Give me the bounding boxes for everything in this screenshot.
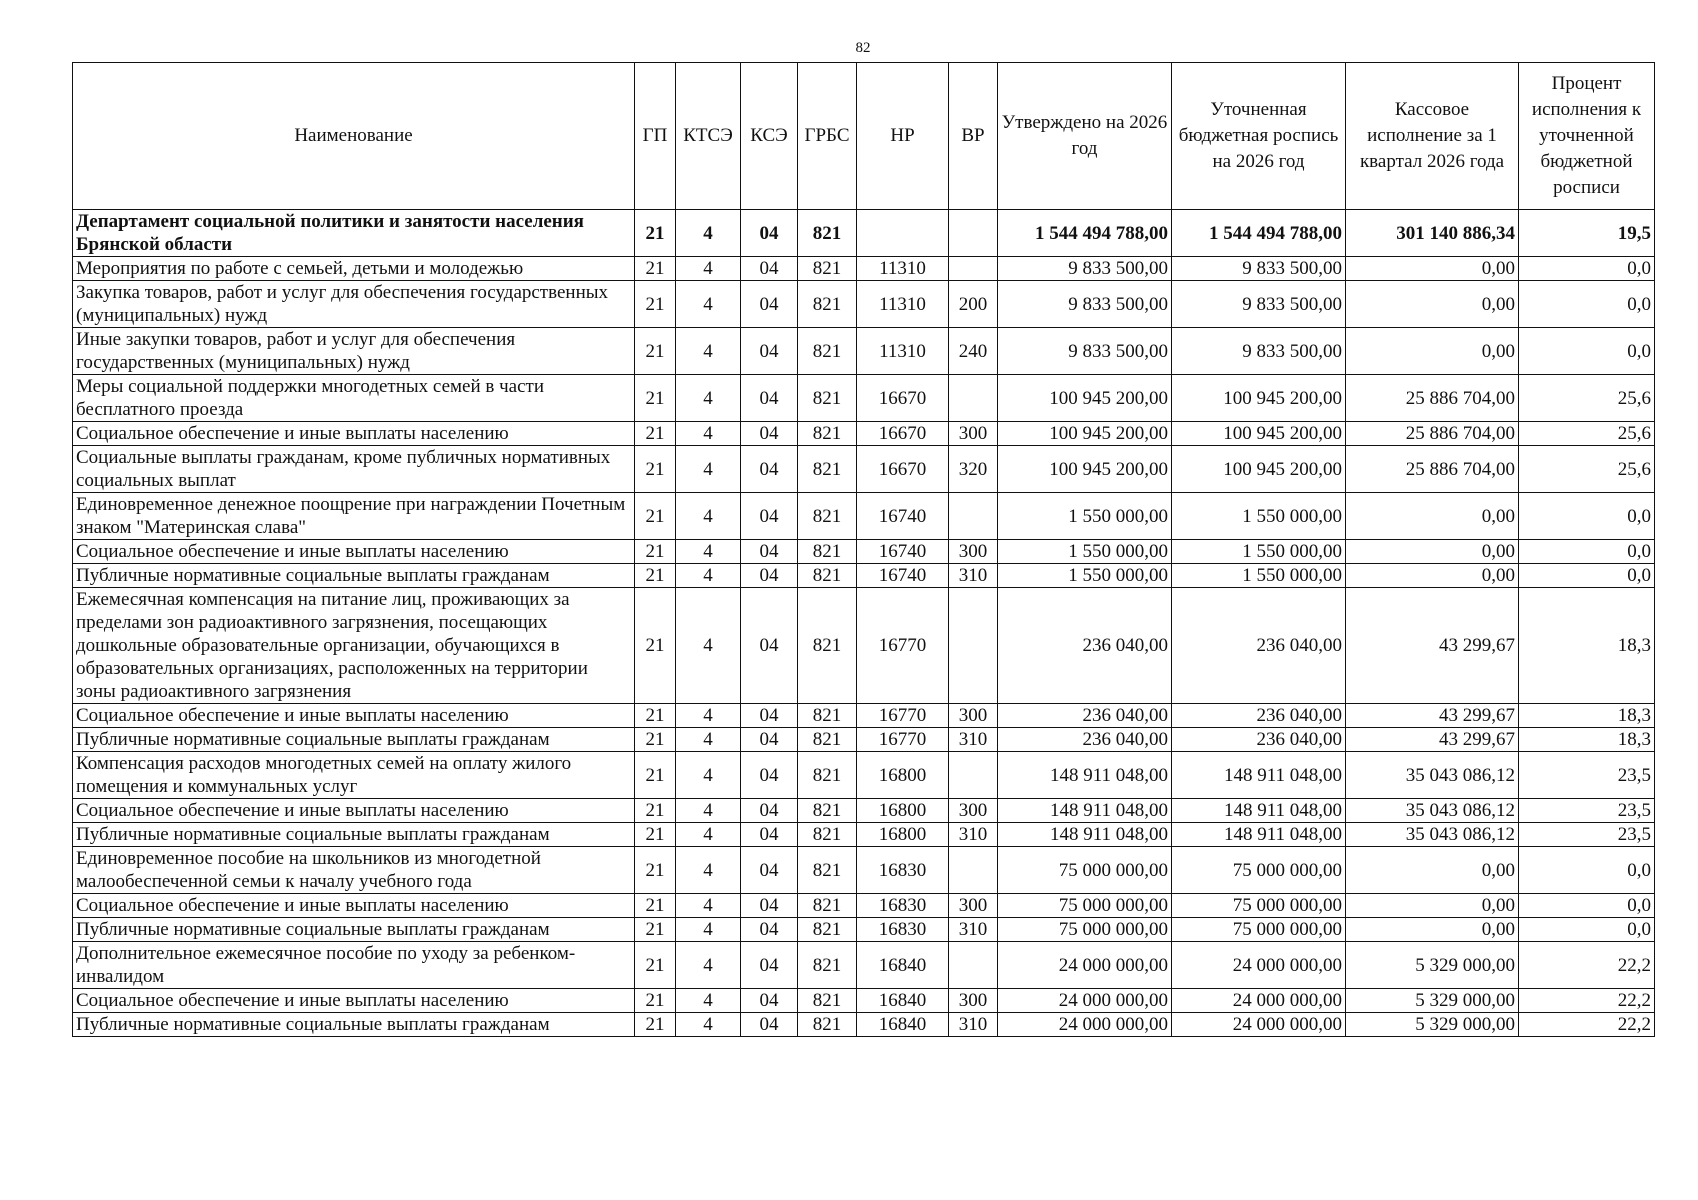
cell-nr: 16840 [857, 989, 949, 1013]
cell-cash: 0,00 [1346, 564, 1519, 588]
cell-gp: 21 [635, 942, 676, 989]
cell-grbs: 821 [798, 328, 857, 375]
cell-refined: 100 945 200,00 [1172, 375, 1346, 422]
table-row [73, 281, 1655, 328]
cell-vr [949, 210, 998, 257]
header-cash: Кассовое исполнение за 1 квартал 2026 года [1346, 63, 1519, 210]
budget-table [72, 62, 1655, 1037]
cell-grbs: 821 [798, 823, 857, 847]
cell-approved: 1 550 000,00 [998, 564, 1172, 588]
cell-gp: 21 [635, 540, 676, 564]
cell-nr: 16840 [857, 1013, 949, 1037]
cell-approved: 24 000 000,00 [998, 989, 1172, 1013]
cell-cash: 0,00 [1346, 540, 1519, 564]
cell-nr: 16770 [857, 588, 949, 704]
cell-kse: 04 [741, 422, 798, 446]
cell-refined: 75 000 000,00 [1172, 918, 1346, 942]
table-row [73, 257, 1655, 281]
cell-kse: 04 [741, 704, 798, 728]
cell-gp: 21 [635, 728, 676, 752]
cell-name: Меры социальной поддержки многодетных семей в части бесплатного проезда [73, 375, 635, 422]
cell-gp: 21 [635, 564, 676, 588]
cell-cash: 0,00 [1346, 894, 1519, 918]
cell-refined: 9 833 500,00 [1172, 328, 1346, 375]
cell-name: Единовременное денежное поощрение при награждении Почетным знаком "Материнская слава" [73, 493, 635, 540]
cell-cash: 43 299,67 [1346, 704, 1519, 728]
header-nr: НР [857, 63, 949, 210]
table-row [73, 422, 1655, 446]
cell-cash: 25 886 704,00 [1346, 446, 1519, 493]
cell-gp: 21 [635, 847, 676, 894]
cell-nr: 16740 [857, 564, 949, 588]
cell-vr: 310 [949, 823, 998, 847]
cell-vr [949, 493, 998, 540]
cell-gp: 21 [635, 493, 676, 540]
cell-refined: 24 000 000,00 [1172, 989, 1346, 1013]
cell-approved: 1 550 000,00 [998, 493, 1172, 540]
header-name: Наименование [73, 63, 635, 210]
header-refined: Уточненная бюджетная роспись на 2026 год [1172, 63, 1346, 210]
cell-kse: 04 [741, 942, 798, 989]
cell-grbs: 821 [798, 446, 857, 493]
cell-cash: 43 299,67 [1346, 588, 1519, 704]
cell-cash: 35 043 086,12 [1346, 752, 1519, 799]
cell-kse: 04 [741, 918, 798, 942]
cell-kse: 04 [741, 375, 798, 422]
cell-vr: 310 [949, 918, 998, 942]
cell-refined: 1 550 000,00 [1172, 493, 1346, 540]
cell-name: Социальные выплаты гражданам, кроме публичных нормативных социальных выплат [73, 446, 635, 493]
table-row [73, 210, 1655, 257]
cell-cash: 301 140 886,34 [1346, 210, 1519, 257]
table-row [73, 942, 1655, 989]
cell-approved: 100 945 200,00 [998, 375, 1172, 422]
header-row [73, 63, 1655, 210]
cell-approved: 100 945 200,00 [998, 422, 1172, 446]
header-approved: Утверждено на 2026 год [998, 63, 1172, 210]
cell-vr: 300 [949, 894, 998, 918]
header-kse: КСЭ [741, 63, 798, 210]
cell-name: Департамент социальной политики и занятости населения Брянской области [73, 210, 635, 257]
cell-gp: 21 [635, 1013, 676, 1037]
cell-kse: 04 [741, 847, 798, 894]
cell-percent: 22,2 [1519, 942, 1655, 989]
cell-kse: 04 [741, 989, 798, 1013]
cell-name: Социальное обеспечение и иные выплаты населению [73, 799, 635, 823]
cell-nr: 11310 [857, 257, 949, 281]
cell-grbs: 821 [798, 942, 857, 989]
cell-kse: 04 [741, 564, 798, 588]
cell-grbs: 821 [798, 588, 857, 704]
cell-grbs: 821 [798, 564, 857, 588]
cell-grbs: 821 [798, 989, 857, 1013]
cell-grbs: 821 [798, 257, 857, 281]
cell-ktse: 4 [676, 446, 741, 493]
cell-gp: 21 [635, 799, 676, 823]
cell-ktse: 4 [676, 375, 741, 422]
table-row [73, 564, 1655, 588]
cell-kse: 04 [741, 493, 798, 540]
cell-approved: 75 000 000,00 [998, 918, 1172, 942]
cell-name: Закупка товаров, работ и услуг для обеспечения государственных (муниципальных) нужд [73, 281, 635, 328]
cell-grbs: 821 [798, 493, 857, 540]
cell-percent: 22,2 [1519, 1013, 1655, 1037]
cell-vr [949, 375, 998, 422]
cell-vr: 300 [949, 799, 998, 823]
cell-approved: 236 040,00 [998, 588, 1172, 704]
cell-approved: 75 000 000,00 [998, 847, 1172, 894]
cell-ktse: 4 [676, 540, 741, 564]
cell-vr: 310 [949, 564, 998, 588]
cell-vr: 300 [949, 540, 998, 564]
cell-approved: 9 833 500,00 [998, 281, 1172, 328]
cell-gp: 21 [635, 823, 676, 847]
cell-percent: 0,0 [1519, 540, 1655, 564]
cell-vr [949, 752, 998, 799]
cell-name: Публичные нормативные социальные выплаты гражданам [73, 1013, 635, 1037]
cell-nr: 16800 [857, 823, 949, 847]
cell-refined: 1 550 000,00 [1172, 564, 1346, 588]
cell-kse: 04 [741, 728, 798, 752]
table-row [73, 823, 1655, 847]
cell-grbs: 821 [798, 704, 857, 728]
cell-vr: 240 [949, 328, 998, 375]
cell-percent: 23,5 [1519, 799, 1655, 823]
cell-ktse: 4 [676, 918, 741, 942]
cell-grbs: 821 [798, 752, 857, 799]
table-body [73, 210, 1655, 1037]
cell-gp: 21 [635, 328, 676, 375]
cell-name: Публичные нормативные социальные выплаты гражданам [73, 918, 635, 942]
cell-name: Компенсация расходов многодетных семей на оплату жилого помещения и коммунальных услуг [73, 752, 635, 799]
cell-nr: 16740 [857, 540, 949, 564]
cell-grbs: 821 [798, 894, 857, 918]
cell-kse: 04 [741, 588, 798, 704]
cell-cash: 25 886 704,00 [1346, 422, 1519, 446]
cell-name: Публичные нормативные социальные выплаты гражданам [73, 728, 635, 752]
cell-kse: 04 [741, 328, 798, 375]
cell-name: Иные закупки товаров, работ и услуг для обеспечения государственных (муниципальных) нужд [73, 328, 635, 375]
cell-kse: 04 [741, 281, 798, 328]
cell-grbs: 821 [798, 422, 857, 446]
cell-cash: 5 329 000,00 [1346, 942, 1519, 989]
header-vr: ВР [949, 63, 998, 210]
cell-percent: 18,3 [1519, 728, 1655, 752]
cell-approved: 236 040,00 [998, 728, 1172, 752]
cell-ktse: 4 [676, 564, 741, 588]
cell-name: Социальное обеспечение и иные выплаты населению [73, 422, 635, 446]
cell-ktse: 4 [676, 823, 741, 847]
cell-cash: 0,00 [1346, 918, 1519, 942]
cell-ktse: 4 [676, 422, 741, 446]
cell-approved: 236 040,00 [998, 704, 1172, 728]
cell-nr: 11310 [857, 281, 949, 328]
cell-gp: 21 [635, 752, 676, 799]
cell-percent: 0,0 [1519, 918, 1655, 942]
table-row [73, 493, 1655, 540]
cell-kse: 04 [741, 257, 798, 281]
cell-kse: 04 [741, 823, 798, 847]
cell-name: Социальное обеспечение и иные выплаты населению [73, 894, 635, 918]
cell-nr: 16770 [857, 704, 949, 728]
cell-ktse: 4 [676, 210, 741, 257]
table-row [73, 728, 1655, 752]
cell-gp: 21 [635, 918, 676, 942]
cell-ktse: 4 [676, 328, 741, 375]
cell-nr: 16740 [857, 493, 949, 540]
cell-approved: 148 911 048,00 [998, 752, 1172, 799]
cell-cash: 35 043 086,12 [1346, 799, 1519, 823]
cell-grbs: 821 [798, 281, 857, 328]
cell-approved: 148 911 048,00 [998, 823, 1172, 847]
cell-percent: 25,6 [1519, 422, 1655, 446]
cell-vr: 200 [949, 281, 998, 328]
cell-percent: 23,5 [1519, 752, 1655, 799]
cell-cash: 25 886 704,00 [1346, 375, 1519, 422]
cell-refined: 24 000 000,00 [1172, 1013, 1346, 1037]
cell-gp: 21 [635, 446, 676, 493]
cell-nr [857, 210, 949, 257]
cell-nr: 16840 [857, 942, 949, 989]
cell-gp: 21 [635, 894, 676, 918]
cell-ktse: 4 [676, 728, 741, 752]
cell-percent: 19,5 [1519, 210, 1655, 257]
cell-cash: 0,00 [1346, 328, 1519, 375]
cell-nr: 11310 [857, 328, 949, 375]
cell-vr: 300 [949, 989, 998, 1013]
cell-name: Социальное обеспечение и иные выплаты населению [73, 704, 635, 728]
cell-percent: 25,6 [1519, 375, 1655, 422]
table-row [73, 588, 1655, 704]
cell-percent: 22,2 [1519, 989, 1655, 1013]
cell-refined: 1 550 000,00 [1172, 540, 1346, 564]
cell-kse: 04 [741, 894, 798, 918]
cell-gp: 21 [635, 375, 676, 422]
table-row [73, 1013, 1655, 1037]
header-percent: Процент исполнения к уточненной бюджетной росписи [1519, 63, 1655, 210]
cell-nr: 16830 [857, 847, 949, 894]
cell-name: Ежемесячная компенсация на питание лиц, проживающих за пределами зон радиоактивного загрязнения, посещающих дошкольные образовательные организации, обучающихся в образовательных организациях, расположенных на территории зоны радиоактивного загрязнения [73, 588, 635, 704]
cell-grbs: 821 [798, 210, 857, 257]
cell-approved: 24 000 000,00 [998, 942, 1172, 989]
cell-nr: 16670 [857, 375, 949, 422]
cell-nr: 16670 [857, 446, 949, 493]
cell-ktse: 4 [676, 281, 741, 328]
cell-approved: 100 945 200,00 [998, 446, 1172, 493]
page-number: 82 [855, 40, 871, 56]
table-row [73, 446, 1655, 493]
cell-approved: 24 000 000,00 [998, 1013, 1172, 1037]
cell-cash: 43 299,67 [1346, 728, 1519, 752]
cell-vr: 300 [949, 704, 998, 728]
cell-name: Дополнительное ежемесячное пособие по уходу за ребенком-инвалидом [73, 942, 635, 989]
cell-ktse: 4 [676, 752, 741, 799]
table-row [73, 847, 1655, 894]
cell-approved: 75 000 000,00 [998, 894, 1172, 918]
cell-vr [949, 588, 998, 704]
cell-vr [949, 847, 998, 894]
header-grbs: ГРБС [798, 63, 857, 210]
cell-name: Социальное обеспечение и иные выплаты населению [73, 989, 635, 1013]
header-ktse: КТСЭ [676, 63, 741, 210]
cell-percent: 25,6 [1519, 446, 1655, 493]
cell-ktse: 4 [676, 704, 741, 728]
cell-approved: 9 833 500,00 [998, 328, 1172, 375]
table-header [73, 63, 1655, 210]
cell-name: Единовременное пособие на школьников из многодетной малообеспеченной семьи к началу учебного года [73, 847, 635, 894]
cell-nr: 16670 [857, 422, 949, 446]
cell-kse: 04 [741, 752, 798, 799]
cell-nr: 16800 [857, 752, 949, 799]
cell-gp: 21 [635, 989, 676, 1013]
cell-refined: 24 000 000,00 [1172, 942, 1346, 989]
cell-ktse: 4 [676, 799, 741, 823]
header-gp: ГП [635, 63, 676, 210]
table-row [73, 540, 1655, 564]
table-row [73, 328, 1655, 375]
cell-ktse: 4 [676, 894, 741, 918]
cell-cash: 0,00 [1346, 847, 1519, 894]
cell-grbs: 821 [798, 1013, 857, 1037]
cell-name: Мероприятия по работе с семьей, детьми и молодежью [73, 257, 635, 281]
cell-refined: 100 945 200,00 [1172, 446, 1346, 493]
cell-vr: 320 [949, 446, 998, 493]
cell-approved: 1 544 494 788,00 [998, 210, 1172, 257]
cell-gp: 21 [635, 422, 676, 446]
cell-percent: 18,3 [1519, 704, 1655, 728]
cell-percent: 0,0 [1519, 493, 1655, 540]
cell-vr [949, 942, 998, 989]
cell-refined: 236 040,00 [1172, 588, 1346, 704]
cell-approved: 9 833 500,00 [998, 257, 1172, 281]
cell-kse: 04 [741, 1013, 798, 1037]
cell-refined: 236 040,00 [1172, 728, 1346, 752]
cell-grbs: 821 [798, 540, 857, 564]
cell-cash: 0,00 [1346, 257, 1519, 281]
table-row [73, 918, 1655, 942]
cell-gp: 21 [635, 281, 676, 328]
cell-refined: 148 911 048,00 [1172, 799, 1346, 823]
cell-ktse: 4 [676, 847, 741, 894]
cell-cash: 35 043 086,12 [1346, 823, 1519, 847]
cell-vr: 300 [949, 422, 998, 446]
cell-nr: 16770 [857, 728, 949, 752]
cell-refined: 9 833 500,00 [1172, 257, 1346, 281]
cell-percent: 0,0 [1519, 328, 1655, 375]
table-row [73, 989, 1655, 1013]
cell-refined: 75 000 000,00 [1172, 894, 1346, 918]
cell-name: Публичные нормативные социальные выплаты гражданам [73, 823, 635, 847]
cell-refined: 148 911 048,00 [1172, 752, 1346, 799]
cell-kse: 04 [741, 446, 798, 493]
table-row [73, 894, 1655, 918]
cell-percent: 0,0 [1519, 257, 1655, 281]
cell-cash: 0,00 [1346, 493, 1519, 540]
cell-nr: 16830 [857, 894, 949, 918]
table-row [73, 704, 1655, 728]
cell-percent: 0,0 [1519, 564, 1655, 588]
cell-cash: 0,00 [1346, 281, 1519, 328]
cell-refined: 100 945 200,00 [1172, 422, 1346, 446]
cell-ktse: 4 [676, 989, 741, 1013]
cell-ktse: 4 [676, 1013, 741, 1037]
cell-ktse: 4 [676, 588, 741, 704]
cell-gp: 21 [635, 257, 676, 281]
cell-refined: 9 833 500,00 [1172, 281, 1346, 328]
cell-vr: 310 [949, 1013, 998, 1037]
cell-approved: 1 550 000,00 [998, 540, 1172, 564]
cell-percent: 18,3 [1519, 588, 1655, 704]
cell-grbs: 821 [798, 728, 857, 752]
cell-grbs: 821 [798, 918, 857, 942]
cell-nr: 16800 [857, 799, 949, 823]
cell-percent: 0,0 [1519, 281, 1655, 328]
cell-gp: 21 [635, 704, 676, 728]
cell-approved: 148 911 048,00 [998, 799, 1172, 823]
cell-refined: 75 000 000,00 [1172, 847, 1346, 894]
cell-kse: 04 [741, 540, 798, 564]
cell-percent: 0,0 [1519, 894, 1655, 918]
cell-vr: 310 [949, 728, 998, 752]
cell-grbs: 821 [798, 375, 857, 422]
cell-grbs: 821 [798, 799, 857, 823]
cell-percent: 23,5 [1519, 823, 1655, 847]
table-row [73, 799, 1655, 823]
cell-gp: 21 [635, 588, 676, 704]
cell-refined: 1 544 494 788,00 [1172, 210, 1346, 257]
cell-refined: 148 911 048,00 [1172, 823, 1346, 847]
cell-kse: 04 [741, 799, 798, 823]
cell-name: Социальное обеспечение и иные выплаты населению [73, 540, 635, 564]
table-row [73, 752, 1655, 799]
cell-grbs: 821 [798, 847, 857, 894]
cell-kse: 04 [741, 210, 798, 257]
cell-gp: 21 [635, 210, 676, 257]
cell-vr [949, 257, 998, 281]
cell-percent: 0,0 [1519, 847, 1655, 894]
table-row [73, 375, 1655, 422]
cell-cash: 5 329 000,00 [1346, 1013, 1519, 1037]
cell-name: Публичные нормативные социальные выплаты гражданам [73, 564, 635, 588]
cell-ktse: 4 [676, 493, 741, 540]
cell-refined: 236 040,00 [1172, 704, 1346, 728]
cell-cash: 5 329 000,00 [1346, 989, 1519, 1013]
cell-ktse: 4 [676, 257, 741, 281]
cell-ktse: 4 [676, 942, 741, 989]
cell-nr: 16830 [857, 918, 949, 942]
